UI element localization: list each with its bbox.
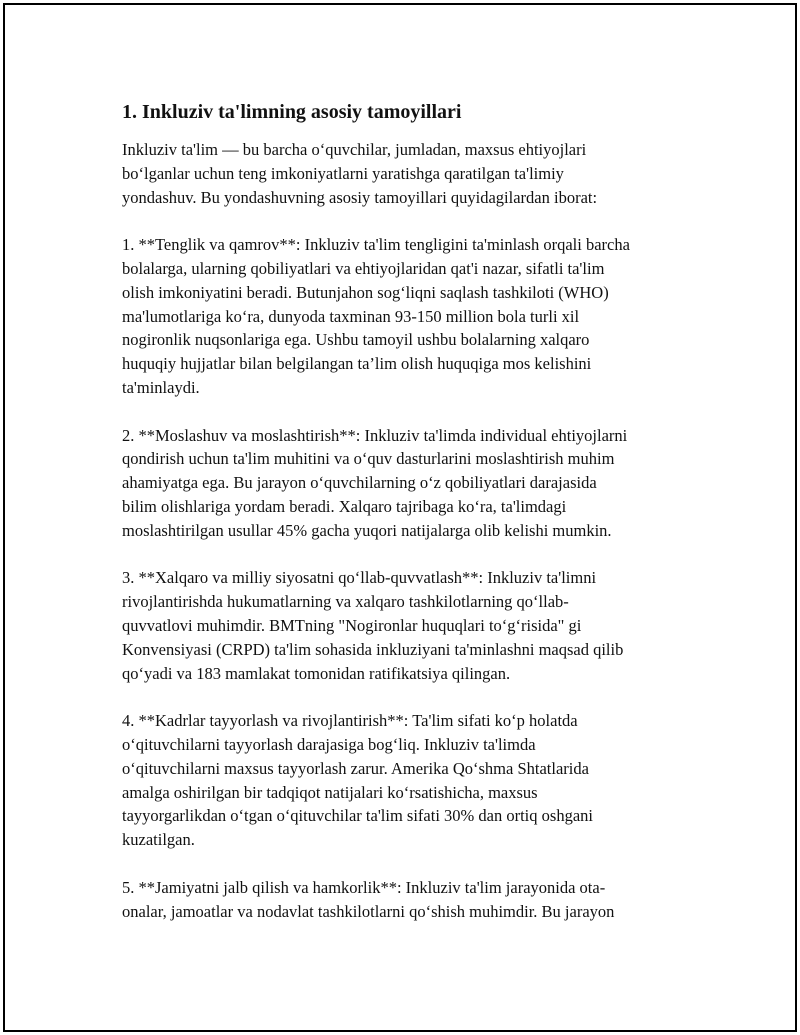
text-line: qo‘yadi va 183 mamlakat tomonidan ratifikatsiya qilingan. [122,663,511,683]
text-line: 1. **Tenglik va qamrov**: Inkluziv ta'lim tengligini ta'minlash orqali barcha [122,235,630,255]
text-line: 4. **Kadrlar tayyorlash va rivojlantirish**: Ta'lim sifati ko‘p holatda [122,711,578,731]
text-line: 5. **Jamiyatni jalb qilish va hamkorlik**: Inkluziv ta'lim jarayonida ota- [122,877,606,897]
text-line: ma'lumotlariga ko‘ra, dunyoda taxminan 93-150 million bola turli xil [122,306,580,326]
paragraph-intro [122,138,698,209]
document-body [122,100,698,947]
text-line: moslashtirilgan usullar 45% gacha yuqori natijalarga olib kelishi mumkin. [122,520,612,540]
page-frame [3,3,797,1032]
text-line: olish imkoniyatini beradi. Butunjahon sog‘liqni saqlash tashkiloti (WHO) [122,282,609,302]
text-line: bilim olishlariga yordam beradi. Xalqaro tajribaga ko‘ra, ta'limdagi [122,496,567,516]
section-title: 1. Inkluziv ta'limning asosiy tamoyillari [122,101,462,123]
text-line: huquqiy hujjatlar bilan belgilangan ta’lim olish huquqiga mos kelishini [122,354,592,374]
text-line: bo‘lganlar uchun teng imkoniyatlarni yaratishga qaratilgan ta'limiy [122,163,564,183]
text-line: ahamiyatga ega. Bu jarayon o‘quvchilarning o‘z qobiliyatlari darajasida [122,473,597,493]
text-line: onalar, jamoatlar va nodavlat tashkilotlarni qo‘shish muhimdir. Bu jarayon [122,901,615,921]
text-line: ta'minlaydi. [122,377,200,397]
text-line: 2. **Moslashuv va moslashtirish**: Inkluziv ta'limda individual ehtiyojlarni [122,425,628,445]
text-line: 3. **Xalqaro va milliy siyosatni qo‘llab-quvvatlash**: Inkluziv ta'limni [122,568,597,588]
text-line: nogironlik nuqsonlariga ega. Ushbu tamoyil ushbu bolalarning xalqaro [122,330,590,350]
paragraph-principle-1 [122,233,698,400]
text-line: rivojlantirishda hukumatlarning va xalqaro tashkilotlarning qo‘llab- [122,592,569,612]
paragraph-principle-4 [122,709,698,852]
text-line: Inkluziv ta'lim — bu barcha o‘quvchilar, jumladan, maxsus ehtiyojlari [122,140,587,159]
text-line: bolalarga, ularning qobiliyatlari va ehtiyojlaridan qat'i nazar, sifatli ta'lim [122,258,605,278]
paragraph-principle-3 [122,566,698,685]
text-line: amalga oshirilgan bir tadqiqot natijalari ko‘rsatishicha, maxsus [122,782,538,802]
text-line: yondashuv. Bu yondashuvning asosiy tamoyillari quyidagilardan iborat: [122,187,598,207]
text-line: Konvensiyasi (CRPD) ta'lim sohasida inkluziyani ta'minlashni maqsad qilib [122,639,624,659]
text-line: quvvatlovi muhimdir. BMTning "Nogironlar huquqlari to‘g‘risida" gi [122,615,582,635]
text-line: o‘qituvchilarni maxsus tayyorlash zarur. Amerika Qo‘shma Shtatlarida [122,758,589,778]
text-line: qondirish uchun ta'lim muhitini va o‘quv dasturlarini moslashtirish muhim [122,449,615,469]
paragraph-principle-5 [122,876,698,924]
paragraph-principle-2 [122,424,698,543]
text-line: o‘qituvchilarni tayyorlash darajasiga bog‘liq. Inkluziv ta'limda [122,734,536,754]
text-line: kuzatilgan. [122,830,195,850]
text-line: tayyorgarlikdan o‘tgan o‘qituvchilar ta'lim sifati 30% dan ortiq oshgani [122,806,593,826]
